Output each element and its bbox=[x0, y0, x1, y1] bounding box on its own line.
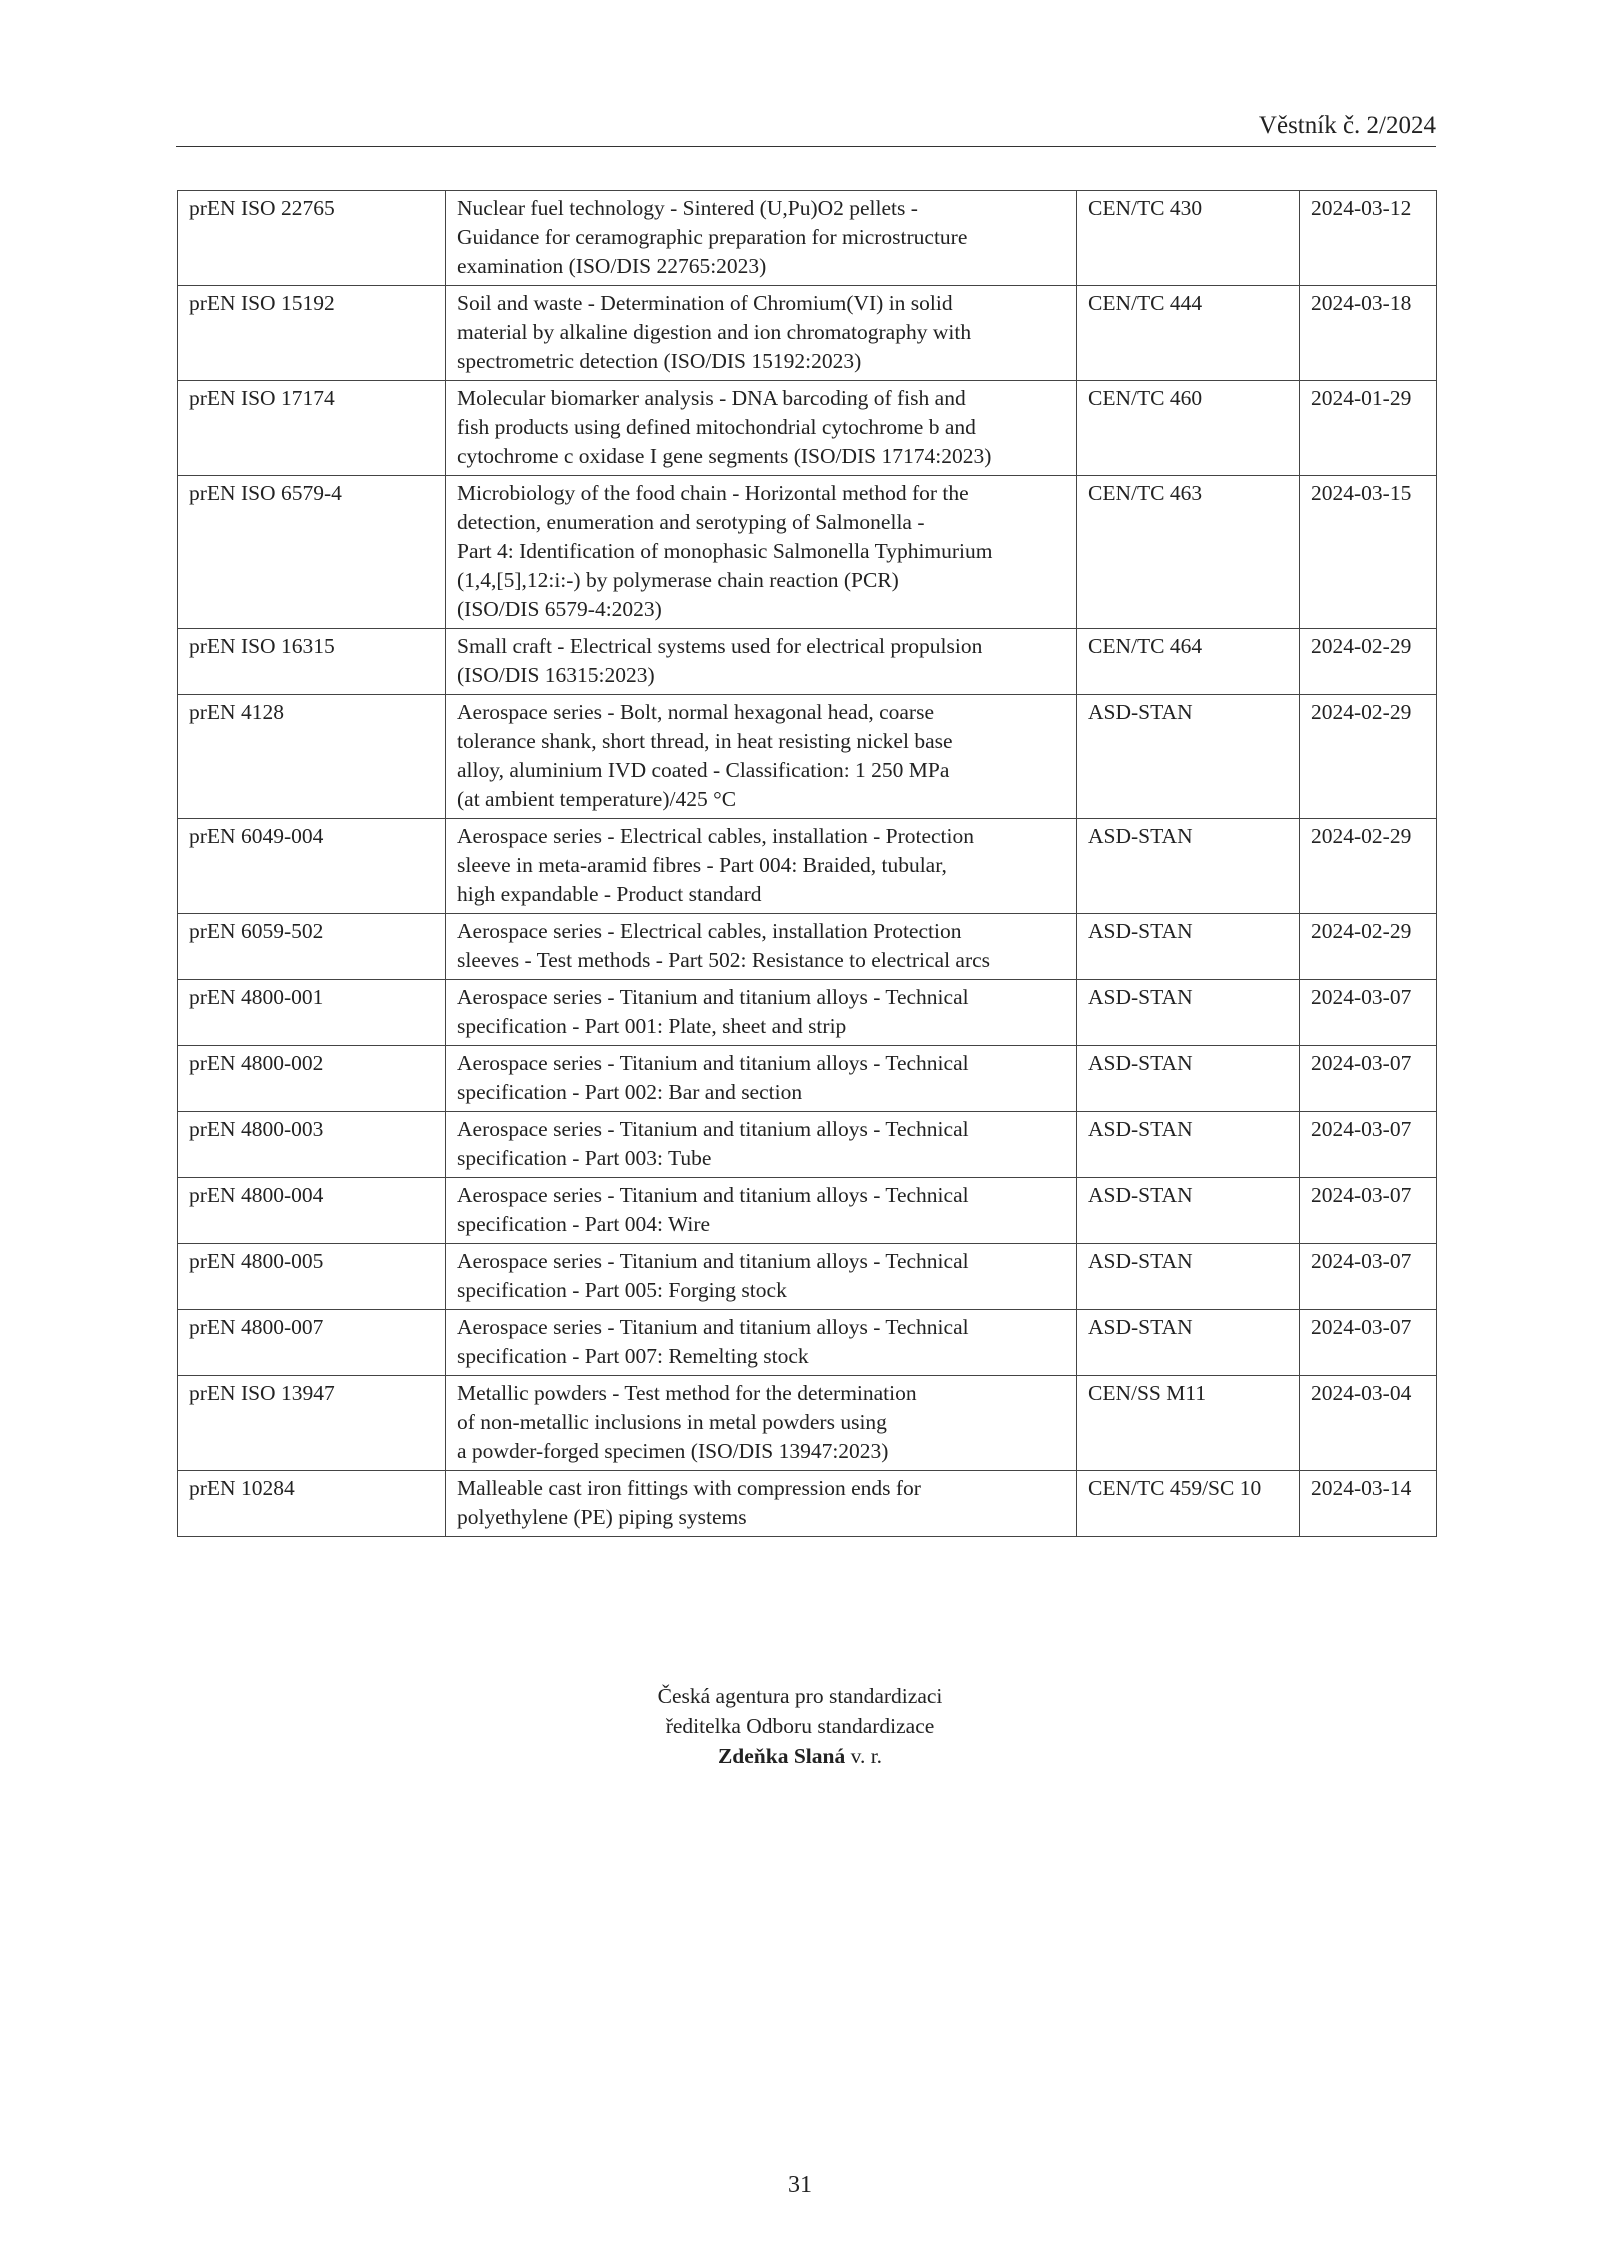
standard-title: Aerospace series - Bolt, normal hexagonal head, coarse tolerance shank, short thread, in heat resisting nickel base alloy, aluminium IVD coated - Classification: 1 250 MPa (at ambient temperature)/425 °C bbox=[446, 695, 1077, 819]
standard-code: prEN ISO 13947 bbox=[178, 1376, 446, 1471]
table-row bbox=[178, 1178, 1437, 1244]
standard-code: prEN ISO 16315 bbox=[178, 629, 446, 695]
page-header bbox=[176, 110, 1436, 147]
standard-title: Aerospace series - Titanium and titanium alloys - Technical specification - Part 005: Forging stock bbox=[446, 1244, 1077, 1310]
deadline-date: 2024-03-18 bbox=[1300, 286, 1437, 381]
technical-committee: CEN/TC 464 bbox=[1077, 629, 1300, 695]
deadline-date: 2024-03-15 bbox=[1300, 476, 1437, 629]
deadline-date: 2024-01-29 bbox=[1300, 381, 1437, 476]
standard-title: Aerospace series - Electrical cables, installation - Protection sleeve in meta-aramid fibres - Part 004: Braided, tubular, high expandable - Product standard bbox=[446, 819, 1077, 914]
technical-committee: ASD-STAN bbox=[1077, 914, 1300, 980]
standard-code: prEN 4800-002 bbox=[178, 1046, 446, 1112]
standard-title: Soil and waste - Determination of Chromium(VI) in solid material by alkaline digestion and ion chromatography with spectrometric detection (ISO/DIS 15192:2023) bbox=[446, 286, 1077, 381]
deadline-date: 2024-02-29 bbox=[1300, 819, 1437, 914]
table-row bbox=[178, 1471, 1437, 1537]
technical-committee: CEN/TC 463 bbox=[1077, 476, 1300, 629]
technical-committee: CEN/TC 444 bbox=[1077, 286, 1300, 381]
standard-code: prEN 4800-004 bbox=[178, 1178, 446, 1244]
deadline-date: 2024-02-29 bbox=[1300, 914, 1437, 980]
table-row bbox=[178, 914, 1437, 980]
standard-title: Malleable cast iron fittings with compression ends for polyethylene (PE) piping systems bbox=[446, 1471, 1077, 1537]
table-row bbox=[178, 1376, 1437, 1471]
standard-code: prEN 4800-001 bbox=[178, 980, 446, 1046]
standard-code: prEN 10284 bbox=[178, 1471, 446, 1537]
signatory-line bbox=[0, 1741, 1600, 1771]
standard-title: Aerospace series - Titanium and titanium alloys - Technical specification - Part 007: Remelting stock bbox=[446, 1310, 1077, 1376]
technical-committee: ASD-STAN bbox=[1077, 1178, 1300, 1244]
standard-title: Small craft - Electrical systems used for electrical propulsion (ISO/DIS 16315:2023) bbox=[446, 629, 1077, 695]
standards-table-body bbox=[178, 191, 1437, 1537]
deadline-date: 2024-03-07 bbox=[1300, 1178, 1437, 1244]
signatory-name: Zdeňka Slaná bbox=[717, 1744, 846, 1768]
technical-committee: ASD-STAN bbox=[1077, 980, 1300, 1046]
signatory-role: ředitelka Odboru standardizace bbox=[665, 1714, 935, 1738]
standards-table bbox=[177, 190, 1437, 1537]
technical-committee: ASD-STAN bbox=[1077, 695, 1300, 819]
deadline-date: 2024-03-07 bbox=[1300, 1112, 1437, 1178]
standard-title: Molecular biomarker analysis - DNA barcoding of fish and fish products using defined mitochondrial cytochrome b and cytochrome c oxidase I gene segments (ISO/DIS 17174:2023) bbox=[446, 381, 1077, 476]
deadline-date: 2024-03-12 bbox=[1300, 191, 1437, 286]
table-row bbox=[178, 695, 1437, 819]
standard-title: Metallic powders - Test method for the determination of non-metallic inclusions in metal powders using a powder-forged specimen (ISO/DIS 13947:2023) bbox=[446, 1376, 1077, 1471]
technical-committee: CEN/TC 430 bbox=[1077, 191, 1300, 286]
standard-title: Aerospace series - Titanium and titanium alloys - Technical specification - Part 003: Tube bbox=[446, 1112, 1077, 1178]
standard-title: Microbiology of the food chain - Horizontal method for the detection, enumeration and serotyping of Salmonella - Part 4: Identification of monophasic Salmonella Typhimurium (1,4,[5],12:i:-) by polymerase chain reaction (PCR) (ISO/DIS 6579-4:2023) bbox=[446, 476, 1077, 629]
standard-code: prEN 4800-003 bbox=[178, 1112, 446, 1178]
table-row bbox=[178, 476, 1437, 629]
deadline-date: 2024-03-07 bbox=[1300, 1244, 1437, 1310]
deadline-date: 2024-03-07 bbox=[1300, 1046, 1437, 1112]
table-row bbox=[178, 1244, 1437, 1310]
table-row bbox=[178, 191, 1437, 286]
standard-code: prEN ISO 22765 bbox=[178, 191, 446, 286]
deadline-date: 2024-03-07 bbox=[1300, 1310, 1437, 1376]
bulletin-title: Věstník č. 2/2024 bbox=[1258, 112, 1436, 139]
table-row bbox=[178, 381, 1437, 476]
technical-committee: CEN/SS M11 bbox=[1077, 1376, 1300, 1471]
technical-committee: ASD-STAN bbox=[1077, 1244, 1300, 1310]
signature-block bbox=[0, 1681, 1600, 1771]
standard-code: prEN ISO 15192 bbox=[178, 286, 446, 381]
standard-title: Aerospace series - Titanium and titanium alloys - Technical specification - Part 004: Wire bbox=[446, 1178, 1077, 1244]
deadline-date: 2024-02-29 bbox=[1300, 695, 1437, 819]
standard-code: prEN 4128 bbox=[178, 695, 446, 819]
table-row bbox=[178, 1046, 1437, 1112]
standard-code: prEN 6049-004 bbox=[178, 819, 446, 914]
standard-title: Aerospace series - Titanium and titanium alloys - Technical specification - Part 002: Bar and section bbox=[446, 1046, 1077, 1112]
table-row bbox=[178, 629, 1437, 695]
technical-committee: ASD-STAN bbox=[1077, 1046, 1300, 1112]
technical-committee: ASD-STAN bbox=[1077, 1310, 1300, 1376]
table-row bbox=[178, 819, 1437, 914]
standard-title: Aerospace series - Titanium and titanium alloys - Technical specification - Part 001: Plate, sheet and strip bbox=[446, 980, 1077, 1046]
page-number: 31 bbox=[788, 2172, 812, 2198]
standard-code: prEN 6059-502 bbox=[178, 914, 446, 980]
technical-committee: CEN/TC 459/SC 10 bbox=[1077, 1471, 1300, 1537]
table-row bbox=[178, 980, 1437, 1046]
deadline-date: 2024-03-14 bbox=[1300, 1471, 1437, 1537]
deadline-date: 2024-03-07 bbox=[1300, 980, 1437, 1046]
technical-committee: ASD-STAN bbox=[1077, 819, 1300, 914]
agency-name: Česká agentura pro standardizaci bbox=[657, 1684, 943, 1708]
standard-title: Aerospace series - Electrical cables, installation Protection sleeves - Test methods - Part 502: Resistance to electrical arcs bbox=[446, 914, 1077, 980]
standard-code: prEN 4800-005 bbox=[178, 1244, 446, 1310]
standard-title: Nuclear fuel technology - Sintered (U,Pu)O2 pellets - Guidance for ceramographic preparation for microstructure examination (ISO/DIS 22765:2023) bbox=[446, 191, 1077, 286]
technical-committee: ASD-STAN bbox=[1077, 1112, 1300, 1178]
deadline-date: 2024-03-04 bbox=[1300, 1376, 1437, 1471]
standard-code: prEN ISO 6579-4 bbox=[178, 476, 446, 629]
table-row bbox=[178, 1112, 1437, 1178]
signature-suffix: v. r. bbox=[845, 1744, 883, 1768]
deadline-date: 2024-02-29 bbox=[1300, 629, 1437, 695]
technical-committee: CEN/TC 460 bbox=[1077, 381, 1300, 476]
table-row bbox=[178, 1310, 1437, 1376]
standard-code: prEN ISO 17174 bbox=[178, 381, 446, 476]
standard-code: prEN 4800-007 bbox=[178, 1310, 446, 1376]
table-row bbox=[178, 286, 1437, 381]
